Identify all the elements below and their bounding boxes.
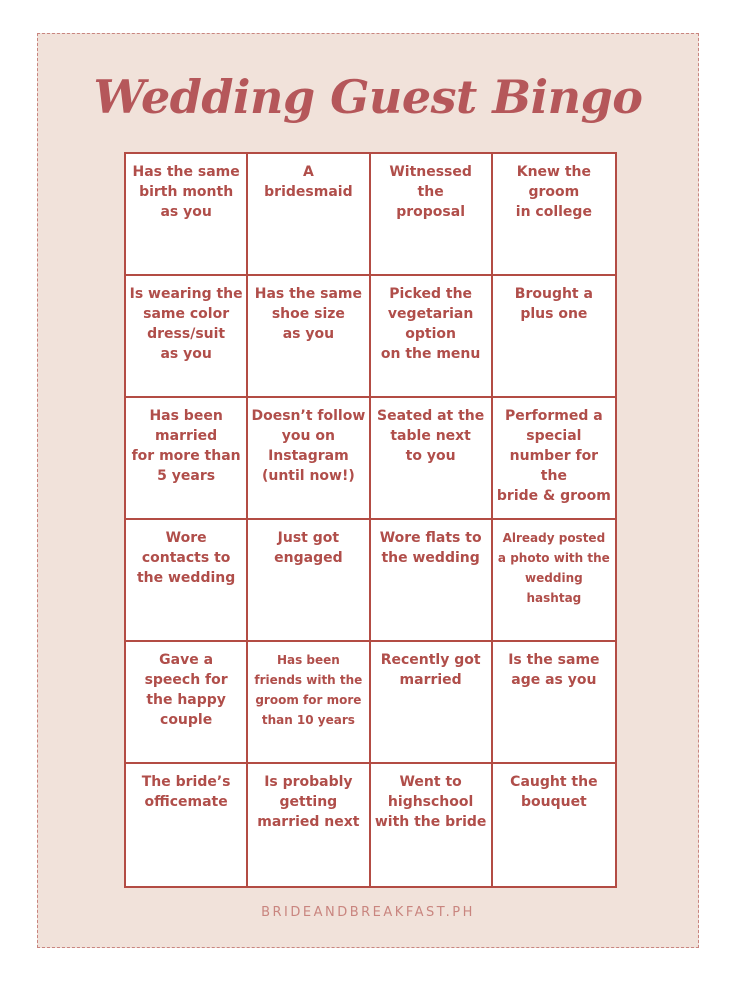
bingo-cell: Doesn’t follow you on Instagram (until now!) (248, 398, 370, 520)
bingo-cell: Knew the groom in college (493, 154, 615, 276)
bingo-cell: Wore contacts to the wedding (126, 520, 248, 642)
bingo-cell: Seated at the table next to you (371, 398, 493, 520)
bingo-cell: Has the same birth month as you (126, 154, 248, 276)
bingo-cell: Gave a speech for the happy couple (126, 642, 248, 764)
page-title: Wedding Guest Bingo (93, 70, 643, 124)
bingo-cell: Already posted a photo with the wedding hashtag (493, 520, 615, 642)
bingo-cell: Just got engaged (248, 520, 370, 642)
bingo-cell: Has been married for more than 5 years (126, 398, 248, 520)
bingo-cell: Caught the bouquet (510, 774, 598, 810)
bingo-cell: Picked the vegetarian option on the menu (371, 276, 493, 398)
bingo-cell: The bride’s officemate (126, 764, 248, 886)
bingo-cell: Is the same age as you (493, 642, 615, 764)
bingo-cell: Performed a special number for the bride & groom (493, 398, 615, 520)
footer-website: BRIDEANDBREAKFAST.PH (261, 905, 475, 920)
bingo-cell: Has the same shoe size as you (248, 276, 370, 398)
bingo-grid (124, 152, 617, 888)
bingo-cell: Went to highschool with the bride (371, 764, 493, 886)
bingo-cell: Recently got married (371, 642, 493, 764)
bingo-cell: Has been friends with the groom for more than 10 years (248, 642, 370, 764)
bingo-cell: Is wearing the same color dress/suit as you (126, 276, 248, 398)
bingo-cell: Witnessed the proposal (371, 154, 493, 276)
bingo-cell: Brought a plus one (493, 276, 615, 398)
bingo-cell: Wore flats to the wedding (371, 520, 493, 642)
bingo-cell: A bridesmaid (248, 154, 370, 276)
bingo-cell: Is probably getting married next (248, 764, 370, 886)
